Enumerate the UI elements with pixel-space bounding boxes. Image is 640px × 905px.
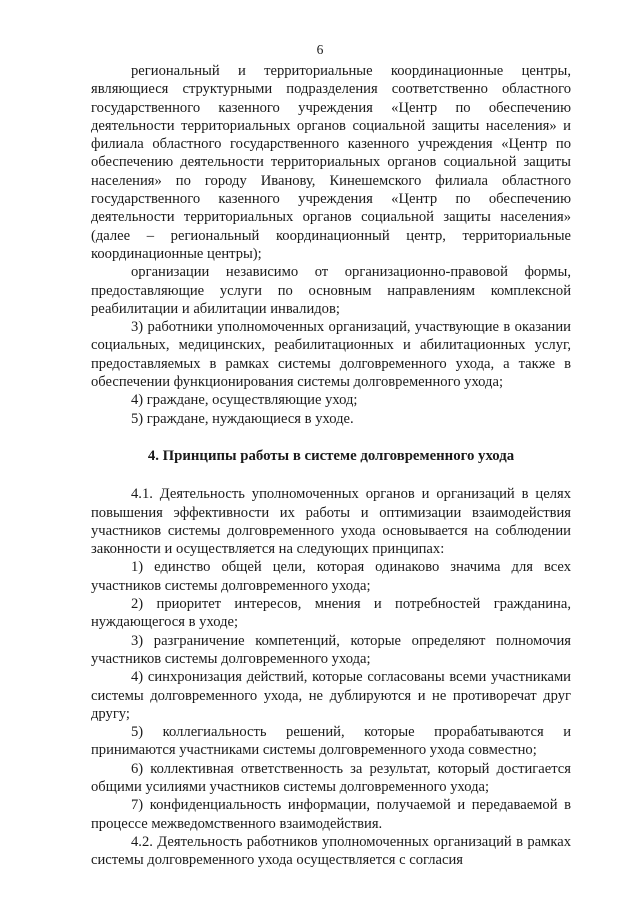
principle-7: 7) конфиденциальность информации, получаемой и передаваемой в процессе межведомственного взаимодействия. xyxy=(91,797,571,832)
principle-2: 2) приоритет интересов, мнения и потребностей гражданина, нуждающегося в уходе; xyxy=(91,596,571,631)
paragraph-item-3-workers: 3) работники уполномоченных организаций, участвующие в оказании социальных, медицинских, реабилитационных и абилитационных услуг, предоставляемых в рамках системы долговременного ухода, а также в обеспечении функционирования системы долговременного ухода; xyxy=(91,319,571,391)
principle-6: 6) коллективная ответственность за результат, который достигается общими усилиями участников системы долговременного ухода; xyxy=(91,760,571,795)
paragraph-4-2: 4.2. Деятельность работников уполномоченных организаций в рамках системы долговременного ухода осуществляется с согласия xyxy=(91,833,571,869)
paragraph-4-1: 4.1. Деятельность уполномоченных органов и организаций в целях повышения эффективности их работы и оптимизации взаимодействия участников системы долговременного ухода основывается на соблюдении законности и осуществляется на следующих принципах: xyxy=(91,486,571,558)
paragraph-item-4-caregivers: 4) граждане, осуществляющие уход; xyxy=(131,392,358,409)
paragraph-coordination-centers: региональный и территориальные координационные центры, являющиеся структурными подразделения соответственно областного государственного казенного учреждения «Центр по обеспечению деятельности территориальных органов социальной защиты населения» и филиала областного государственного казенного учреждения «Центр по обеспечению деятельности территориальных органов социальной защиты населения» по городу Иванову, Кинешемского филиала областного государственного казенного учреждения «Центр по обеспечению деятельности территориальных органов социальной защиты населения» (далее – региональный координационный центр, территориальные координационные центры); xyxy=(91,63,571,262)
paragraph-item-5-care-recipients: 5) граждане, нуждающиеся в уходе. xyxy=(131,410,354,427)
paragraph-organizations: организации независимо от организационно-правовой формы, предоставляющие услуги по основным направлениям комплексной реабилитации и абилитации инвалидов; xyxy=(91,264,571,317)
page-number: 6 xyxy=(316,42,324,57)
principle-5: 5) коллегиальность решений, которые прорабатываются и принимаются участниками системы долговременного ухода совместно; xyxy=(91,724,571,759)
principle-1: 1) единство общей цели, которая одинаково значима для всех участников системы долговременного ухода; xyxy=(91,559,571,594)
section-heading: 4. Принципы работы в системе долговременного ухода xyxy=(147,447,515,464)
document-body xyxy=(91,62,571,869)
principle-4: 4) синхронизация действий, которые согласованы всеми участниками системы долговременного ухода, не дублируются и не противоречат друг другу; xyxy=(91,669,571,722)
principle-3: 3) разграничение компетенций, которые определяют полномочия участников системы долговременного ухода; xyxy=(91,632,571,667)
